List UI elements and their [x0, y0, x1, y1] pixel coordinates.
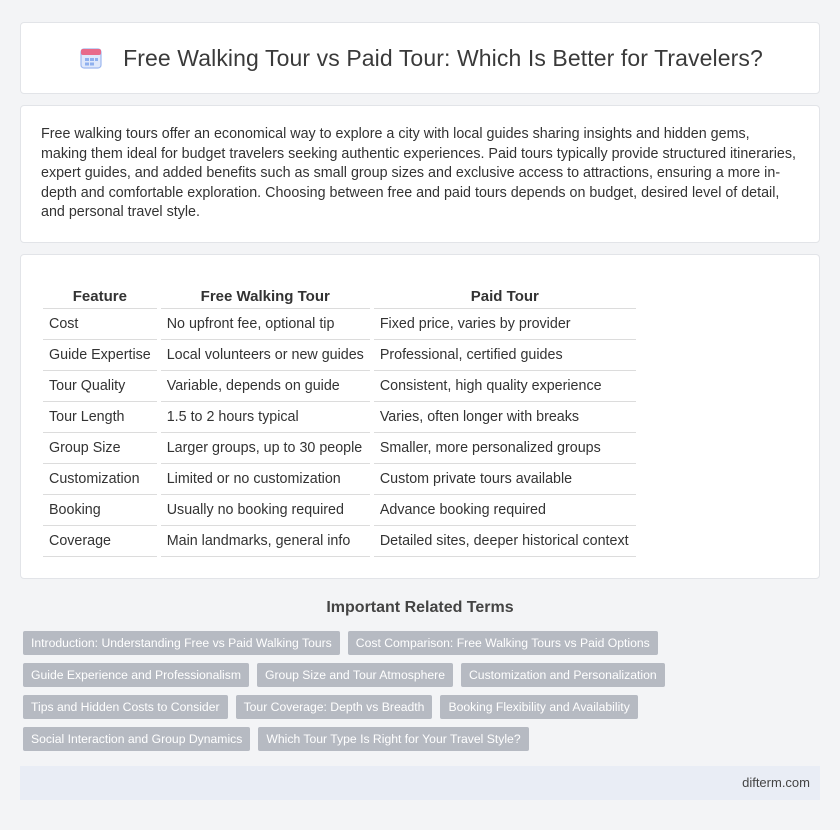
- related-term-tag[interactable]: Tips and Hidden Costs to Consider: [23, 695, 228, 719]
- table-row: [43, 526, 636, 557]
- free-tour-cell: Main landmarks, general info: [161, 526, 370, 557]
- intro-card: [20, 105, 820, 243]
- table-header-row: [43, 285, 636, 309]
- related-term-tag[interactable]: Which Tour Type Is Right for Your Travel Style?: [258, 727, 528, 751]
- related-term-tag[interactable]: Introduction: Understanding Free vs Paid Walking Tours: [23, 631, 340, 655]
- footer-bar: [20, 766, 820, 800]
- free-tour-cell: No upfront fee, optional tip: [161, 309, 370, 340]
- page-title: Free Walking Tour vs Paid Tour: Which Is Better for Travelers?: [123, 44, 763, 71]
- calendar-icon: [77, 44, 105, 72]
- table-row: [43, 371, 636, 402]
- paid-tour-cell: Custom private tours available: [374, 464, 636, 495]
- table-row: [43, 464, 636, 495]
- feature-cell: Group Size: [43, 433, 157, 464]
- related-term-tag[interactable]: Guide Experience and Professionalism: [23, 663, 249, 687]
- related-terms-heading: Important Related Terms: [326, 599, 514, 616]
- paid-tour-cell: Professional, certified guides: [374, 340, 636, 371]
- free-tour-cell: Limited or no customization: [161, 464, 370, 495]
- header-card: [20, 22, 820, 94]
- related-terms-list: [23, 631, 823, 759]
- paid-tour-cell: Fixed price, varies by provider: [374, 309, 636, 340]
- feature-cell: Coverage: [43, 526, 157, 557]
- comparison-table: [43, 285, 636, 557]
- paid-tour-cell: Varies, often longer with breaks: [374, 402, 636, 433]
- intro-paragraph: Free walking tours offer an economical way to explore a city with local guides sharing insights and hidden gems, making them ideal for budget travelers seeking authentic experiences. Paid tours typically provide structured itineraries, expert guides, and added benefits such as small group sizes and exclusive access to attractions, ensuring a more in-depth and comfortable exploration. Choosing between free and paid tours depends on budget, desired level of detail, and personal travel style.: [41, 126, 796, 221]
- free-tour-cell: Usually no booking required: [161, 495, 370, 526]
- feature-cell: Guide Expertise: [43, 340, 157, 371]
- table-row: [43, 495, 636, 526]
- related-term-tag[interactable]: Cost Comparison: Free Walking Tours vs Paid Options: [348, 631, 658, 655]
- paid-tour-cell: Detailed sites, deeper historical context: [374, 526, 636, 557]
- free-tour-cell: Local volunteers or new guides: [161, 340, 370, 371]
- paid-tour-cell: Consistent, high quality experience: [374, 371, 636, 402]
- table-row: [43, 340, 636, 371]
- paid-tour-cell: Smaller, more personalized groups: [374, 433, 636, 464]
- feature-cell: Tour Length: [43, 402, 157, 433]
- paid-tour-cell: Advance booking required: [374, 495, 636, 526]
- related-term-tag[interactable]: Group Size and Tour Atmosphere: [257, 663, 453, 687]
- free-tour-cell: Larger groups, up to 30 people: [161, 433, 370, 464]
- comparison-card: [20, 254, 820, 579]
- feature-cell: Customization: [43, 464, 157, 495]
- footer-brand[interactable]: difterm.com: [742, 775, 810, 790]
- header-paid-tour: Paid Tour: [374, 285, 636, 309]
- related-term-tag[interactable]: Tour Coverage: Depth vs Breadth: [236, 695, 433, 719]
- free-tour-cell: Variable, depends on guide: [161, 371, 370, 402]
- feature-cell: Tour Quality: [43, 371, 157, 402]
- header-free-tour: Free Walking Tour: [161, 285, 370, 309]
- header-feature: Feature: [43, 285, 157, 309]
- feature-cell: Cost: [43, 309, 157, 340]
- related-term-tag[interactable]: Booking Flexibility and Availability: [440, 695, 637, 719]
- related-term-tag[interactable]: Customization and Personalization: [461, 663, 665, 687]
- free-tour-cell: 1.5 to 2 hours typical: [161, 402, 370, 433]
- table-row: [43, 309, 636, 340]
- related-term-tag[interactable]: Social Interaction and Group Dynamics: [23, 727, 250, 751]
- table-row: [43, 433, 636, 464]
- table-row: [43, 402, 636, 433]
- feature-cell: Booking: [43, 495, 157, 526]
